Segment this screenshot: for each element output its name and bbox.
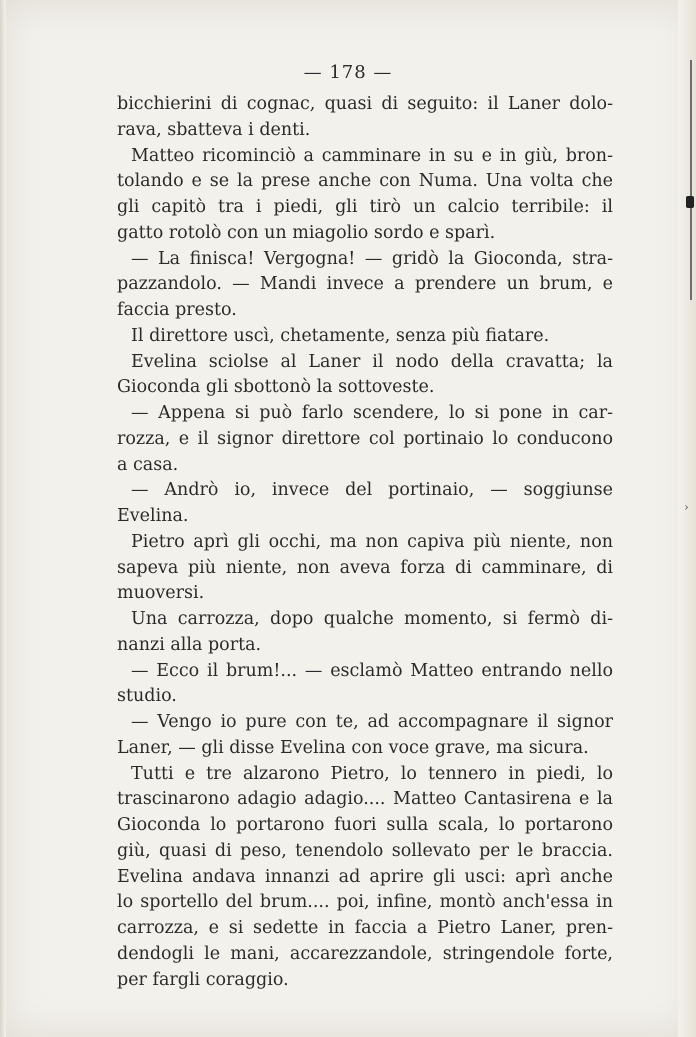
text-line: — Appena si può farlo scendere, lo si pone in car- xyxy=(131,403,613,423)
text-line: nanzi alla porta. xyxy=(117,634,262,655)
ink-mark xyxy=(686,196,694,208)
text-line: bicchierini di cognac, quasi di seguito: il Laner dolo- xyxy=(117,94,613,114)
binding-line xyxy=(690,60,692,300)
text-line: Il direttore uscì, chetamente, senza più fiatare. xyxy=(131,325,550,346)
text-line: — La finisca! Vergogna! — gridò la Gioconda, stra- xyxy=(131,248,613,269)
text-line: rozza, e il signor direttore col portinaio lo conducono xyxy=(117,428,613,449)
text-line: sapeva più niente, non aveva forza di camminare, di xyxy=(117,557,613,578)
text-line: giù, quasi di peso, tenendolo sollevato per le braccia. xyxy=(117,840,613,861)
text-line: Una carrozza, dopo qualche momento, si fermò di- xyxy=(131,609,613,629)
text-line: Gioconda gli sbottonò la sottoveste. xyxy=(117,377,435,398)
text-line: muoversi. xyxy=(117,583,205,604)
text-line: Evelina sciolse al Laner il nodo della cravatta; la xyxy=(131,351,613,372)
text-line: Tutti e tre alzarono Pietro, lo tennero in piedi, lo xyxy=(131,763,613,784)
text-line: — Vengo io pure con te, ad accompagnare il signor xyxy=(131,712,613,732)
page-text xyxy=(117,92,613,993)
text-line: tolando e se la prese anche con Numa. Una volta che xyxy=(117,171,613,192)
text-line: gli capitò tra i piedi, gli tirò un calcio terribile: il xyxy=(117,197,613,217)
text-line: Gioconda lo portarono fuori sulla scala, lo portarono xyxy=(117,815,613,835)
page-right-edge xyxy=(678,0,696,1037)
text-line: faccia presto. xyxy=(117,300,237,320)
text-line: pazzandolo. — Mandi invece a prendere un brum, e xyxy=(117,274,613,295)
text-line: studio. xyxy=(117,686,177,707)
text-line: gatto rotolò con un miagolio sordo e sparì. xyxy=(117,222,496,243)
margin-mark: › xyxy=(684,500,689,514)
text-line: Evelina. xyxy=(117,506,189,526)
text-line: Evelina andava innanzi ad aprire gli usci: aprì anche xyxy=(117,866,613,887)
text-line: trascinarono adagio adagio.... Matteo Cantasirena e la xyxy=(117,789,613,810)
text-line: — Andrò io, invece del portinaio, — soggiunse xyxy=(131,480,613,501)
text-line: dendogli le mani, accarezzandole, stringendole forte, xyxy=(117,943,613,964)
text-line: Laner, — gli disse Evelina con voce grave, ma sicura. xyxy=(117,737,589,758)
text-line: rava, sbatteva i denti. xyxy=(117,119,311,140)
text-line: per fargli coraggio. xyxy=(117,969,289,990)
text-line: — Ecco il brum!... — esclamò Matteo entrando nello xyxy=(131,660,613,681)
text-line: a casa. xyxy=(117,454,179,475)
text-line: Pietro aprì gli occhi, ma non capiva più niente, non xyxy=(131,531,613,552)
text-line: lo sportello del brum.... poi, infine, montò anch'essa in xyxy=(117,892,613,913)
page-number: — 178 — xyxy=(303,62,393,83)
text-line: Matteo ricominciò a camminare in su e in giù, bron- xyxy=(131,145,613,166)
text-line: carrozza, e si sedette in faccia a Pietro Laner, pren- xyxy=(117,918,613,938)
page-left-edge xyxy=(0,0,6,1037)
